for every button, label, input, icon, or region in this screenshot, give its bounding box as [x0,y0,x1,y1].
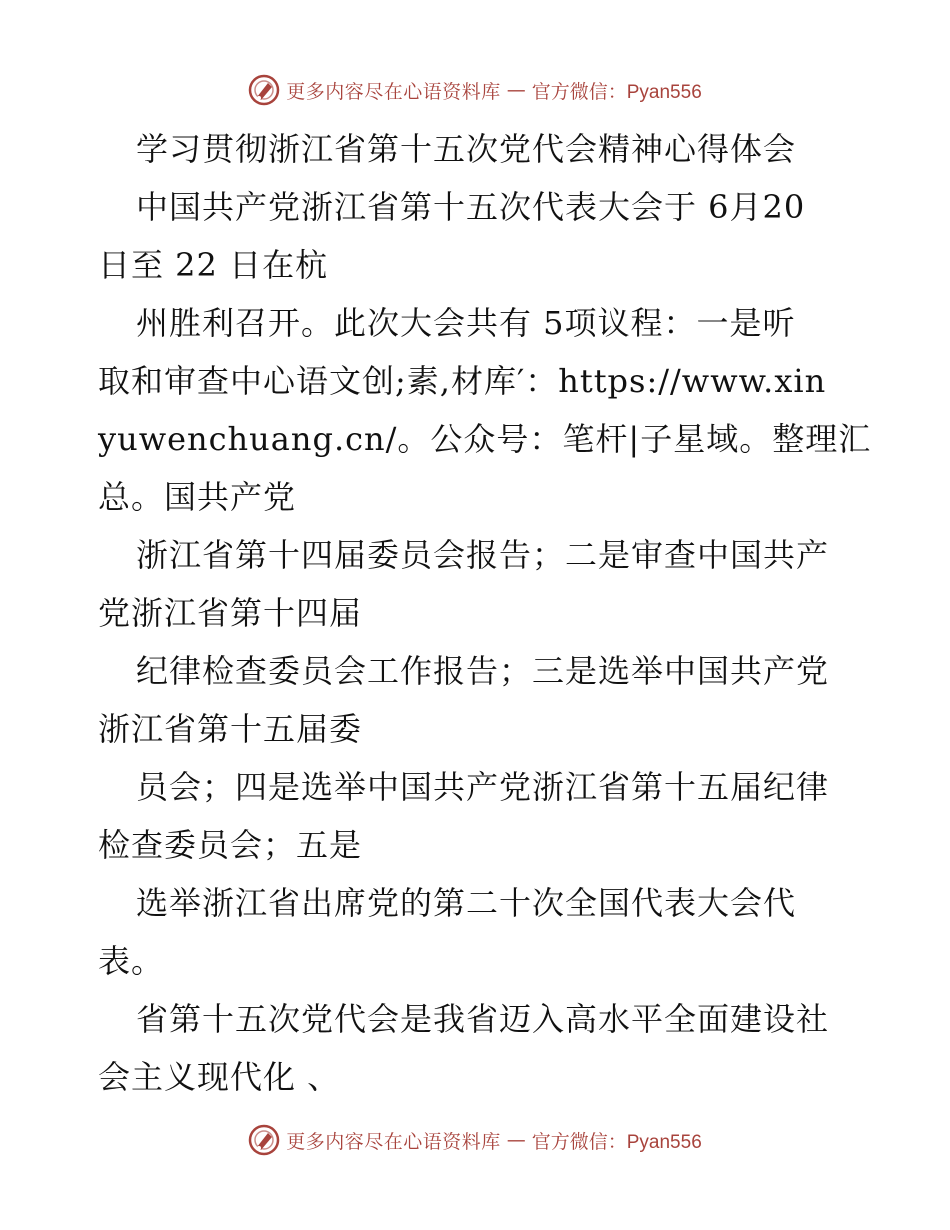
body-text-line: 表。 [98,942,165,980]
body-text-line: 州胜利召开。此次大会共有 5项议程：一是听 [136,304,796,342]
body-text-line: 中国共产党浙江省第十五次代表大会于 6月20 [136,188,806,226]
pen-nib-logo-icon [248,1124,280,1156]
footer-watermark-banner [0,1120,950,1160]
pen-nib-logo-icon [248,74,280,106]
body-text-line: 浙江省第十四届委员会报告；二是审查中国共产 [136,536,830,574]
body-text-line: 员会；四是选举中国共产党浙江省第十五届纪律 [136,768,830,806]
body-text-line: 检查委员会；五是 [98,826,363,864]
body-text-line: yuwenchuang.cn/。公众号：笔杆|子星域。整理汇 [98,420,872,458]
banner-contact: 官方微信：Pyan556 [531,81,702,103]
banner-separator: — [506,1129,526,1151]
banner-title: 更多内容尽在心语资料库 [286,80,501,103]
banner-contact: 官方微信：Pyan556 [531,1131,702,1153]
banner-separator: — [506,79,526,101]
header-watermark-banner [0,70,950,110]
body-text-line: 党浙江省第十四届 [98,594,363,632]
body-text-line: 日至 22 日在杭 [98,246,329,284]
body-text-line: 取和审查中心语文创;素,材库′：https://www.xin [98,362,827,400]
body-text-line: 总。国共产党 [98,478,297,516]
body-text-line: 会主义现代化 、 [98,1058,341,1096]
body-text-line: 省第十五次党代会是我省迈入高水平全面建设社 [136,1000,830,1038]
body-text-line: 选举浙江省出席党的第二十次全国代表大会代 [136,884,797,922]
body-text-line: 纪律检查委员会工作报告；三是选举中国共产党 [136,652,830,690]
document-title: 学习贯彻浙江省第十五次党代会精神心得体会 [136,130,797,168]
banner-title: 更多内容尽在心语资料库 [286,1130,501,1153]
document-body [98,120,872,1106]
body-text-line: 浙江省第十五届委 [98,710,363,748]
